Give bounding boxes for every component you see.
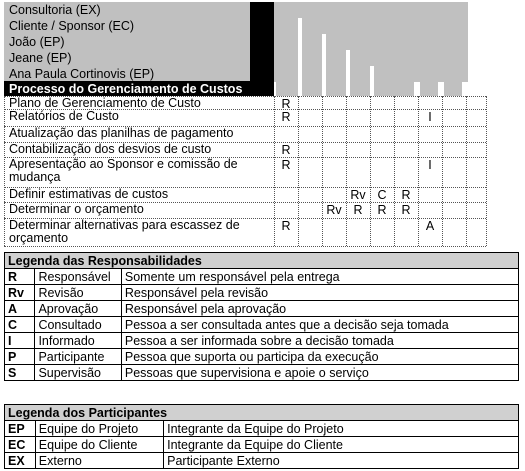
legend-row (5, 365, 519, 381)
raci-cell: R (281, 158, 291, 172)
participant-joao: João (EP) (9, 35, 65, 49)
legend-desc: Pessoa a ser informada sobre a decisão tomada (121, 333, 518, 349)
participant-consultoria: Consultoria (EX) (9, 3, 101, 17)
legend-name: Consultado (35, 317, 121, 333)
legend-name: Participante (35, 349, 121, 365)
legend-row (5, 317, 519, 333)
activity-label: Atualização das planilhas de pagamento (9, 126, 234, 140)
participant-jeane: Jeane (EP) (9, 51, 72, 65)
raci-cell: I (428, 110, 432, 124)
raci-cell: R (377, 203, 387, 217)
raci-cell: R (401, 188, 411, 202)
column-divider (298, 96, 299, 246)
raci-cell: R (281, 143, 291, 157)
legend-name: Equipe do Cliente (35, 437, 163, 453)
legend-participants-title: Legenda dos Participantes (5, 405, 519, 421)
legend-name: Responsável (35, 269, 121, 285)
legend-row (5, 437, 519, 453)
activity-label: Determinar alternativas para escassez de orçamento (9, 218, 240, 245)
legend-code: R (5, 269, 35, 285)
legend-row (5, 269, 519, 285)
raci-cell: I (428, 158, 432, 172)
legend-desc: Pessoas que supervisiona e apoie o serviço (121, 365, 518, 381)
legend-name: Equipe do Projeto (35, 421, 163, 437)
legend-desc: Participante Externo (164, 453, 519, 469)
activity-label: Relatórios de Custo (9, 109, 119, 123)
legend-row (5, 421, 519, 437)
legend-responsibilities (4, 252, 519, 381)
legend-code: EP (5, 421, 36, 437)
column-divider (394, 96, 395, 246)
legend-code: A (5, 301, 35, 317)
raci-cell: A (425, 219, 435, 233)
legend-name: Revisão (35, 285, 121, 301)
legend-name: Aprovação (35, 301, 121, 317)
legend-row (5, 349, 519, 365)
raci-cell: R (401, 203, 411, 217)
activity-label: Plano de Gerenciamento de Custo (9, 96, 201, 110)
column-divider (418, 96, 419, 246)
raci-cell: Rv (350, 188, 366, 202)
column-divider (4, 96, 5, 246)
raci-cell: R (281, 219, 291, 233)
legend-code: I (5, 333, 35, 349)
legend-desc: Responsável pela aprovação (121, 301, 518, 317)
raci-cell: R (281, 110, 291, 124)
activity-label: Apresentação ao Sponsor e comissão de mudança (9, 157, 238, 184)
legend-code: EX (5, 453, 36, 469)
column-divider (442, 96, 443, 246)
legend-code: C (5, 317, 35, 333)
legend-code: P (5, 349, 35, 365)
legend-desc: Integrante da Equipe do Cliente (164, 437, 519, 453)
legend-row (5, 301, 519, 317)
legend-name: Supervisão (35, 365, 121, 381)
column-divider (466, 96, 467, 246)
participant-cliente-sponsor: Cliente / Sponsor (EC) (9, 19, 135, 33)
raci-cell: R (281, 97, 291, 111)
legend-name: Externo (35, 453, 163, 469)
legend-desc: Integrante da Equipe do Projeto (164, 421, 519, 437)
legend-row (5, 285, 519, 301)
column-divider (370, 96, 371, 246)
process-header: Processo do Gerenciamento de Custos (9, 82, 243, 96)
raci-cell: C (377, 188, 387, 202)
legend-name: Informado (35, 333, 121, 349)
raci-cell: Rv (326, 203, 342, 217)
participant-ana-paula: Ana Paula Cortinovis (EP) (9, 67, 155, 81)
legend-responsibilities-title: Legenda das Responsabilidades (5, 253, 519, 269)
legend-code: Rv (5, 285, 35, 301)
column-divider (346, 96, 347, 246)
activity-label: Determinar o orçamento (9, 202, 144, 216)
legend-row (5, 453, 519, 469)
legend-desc: Pessoa que suporta ou participa da execução (121, 349, 518, 365)
legend-desc: Somente um responsável pela entrega (121, 269, 518, 285)
legend-row (5, 333, 519, 349)
activity-label: Contabilização dos desvios de custo (9, 142, 212, 156)
column-divider (322, 96, 323, 246)
column-divider (486, 96, 487, 246)
legend-desc: Responsável pela revisão (121, 285, 518, 301)
raci-cell: R (353, 203, 363, 217)
row-divider (4, 246, 486, 247)
activity-label: Definir estimativas de custos (9, 187, 169, 201)
legend-desc: Pessoa a ser consultada antes que a decisão seja tomada (121, 317, 518, 333)
legend-participants (4, 404, 519, 469)
legend-code: EC (5, 437, 36, 453)
legend-code: S (5, 365, 35, 381)
column-divider (274, 96, 275, 246)
